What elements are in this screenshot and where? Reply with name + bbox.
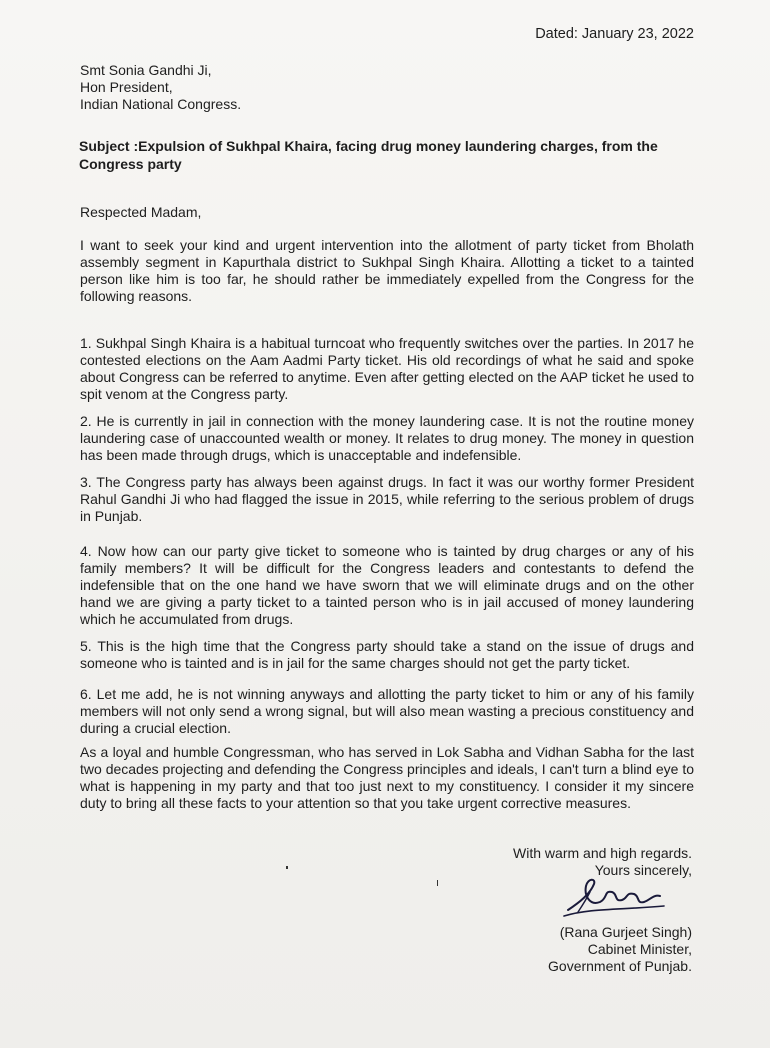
handwritten-signature [560, 872, 670, 922]
letter-date: Dated: January 23, 2022 [535, 26, 694, 42]
stray-mark [437, 880, 438, 886]
signatory-title: Cabinet Minister, [587, 941, 692, 957]
intro-paragraph: I want to seek your kind and urgent intervention into the allotment of party ticket from Bholath assembly segment in Kapurthala district to Sukhpal Singh Khaira. Allotting a ticket to a tainted person like him is too far, he should rather be immediately expelled from the Congress for the following reasons. [80, 237, 694, 304]
letter-subject: Subject :Expulsion of Sukhpal Khaira, facing drug money laundering charges, from the Congress party [79, 138, 658, 172]
signatory-org: Government of Punjab. [548, 958, 692, 974]
recipient-title: Hon President, [80, 79, 173, 95]
closing-sincerely: Yours sincerely, [594, 862, 692, 878]
recipient-block [80, 62, 241, 113]
salutation: Respected Madam, [80, 204, 202, 220]
point-4: 4. Now how can our party give ticket to someone who is tainted by drug charges or any of his family members? It will be difficult for the Congress leaders and contestants to defend the indefensible that on the one hand we have sworn that we will eliminate drugs and on the other hand we are giving a party ticket to a tainted person who is in jail accused of money laundering which he accumulated from drugs. [80, 543, 694, 627]
conclusion-paragraph: As a loyal and humble Congressman, who has served in Lok Sabha and Vidhan Sabha for the last two decades projecting and defending the Congress principles and ideals, I can't turn a blind eye to what is happening in my party and that too just next to my constituency. I consider it my sincere duty to bring all these facts to your attention so that you take urgent corrective measures. [80, 744, 694, 811]
signatory-block [548, 924, 692, 975]
recipient-org: Indian National Congress. [80, 96, 242, 112]
recipient-name: Smt Sonia Gandhi Ji, [80, 62, 212, 78]
point-2: 2. He is currently in jail in connection with the money laundering case. It is not the routine money laundering case of unaccounted wealth or money. It relates to drug money. The money in question has been made through drugs, which is unacceptable and indefensible. [80, 413, 694, 463]
stray-mark [286, 866, 288, 869]
signatory-name: (Rana Gurjeet Singh) [559, 924, 692, 940]
closing-regards: With warm and high regards. [513, 845, 692, 861]
point-3: 3. The Congress party has always been against drugs. In fact it was our worthy former President Rahul Gandhi Ji who had flagged the issue in 2015, while referring to the serious problem of drugs in Punjab. [80, 474, 694, 524]
point-6: 6. Let me add, he is not winning anyways and allotting the party ticket to him or any of his family members will not only send a wrong signal, but will also mean wasting a precious constituency and during a crucial election. [80, 686, 694, 736]
point-5: 5. This is the high time that the Congress party should take a stand on the issue of drugs and someone who is tainted and is in jail for the same charges should not get the party ticket. [80, 638, 694, 671]
point-1: 1. Sukhpal Singh Khaira is a habitual turncoat who frequently switches over the parties. In 2017 he contested elections on the Aam Aadmi Party ticket. His old recordings of what he said and spoke about Congress can be referred to anytime. Even after getting elected on the AAP ticket he used to spit venom at the Congress party. [80, 335, 694, 402]
